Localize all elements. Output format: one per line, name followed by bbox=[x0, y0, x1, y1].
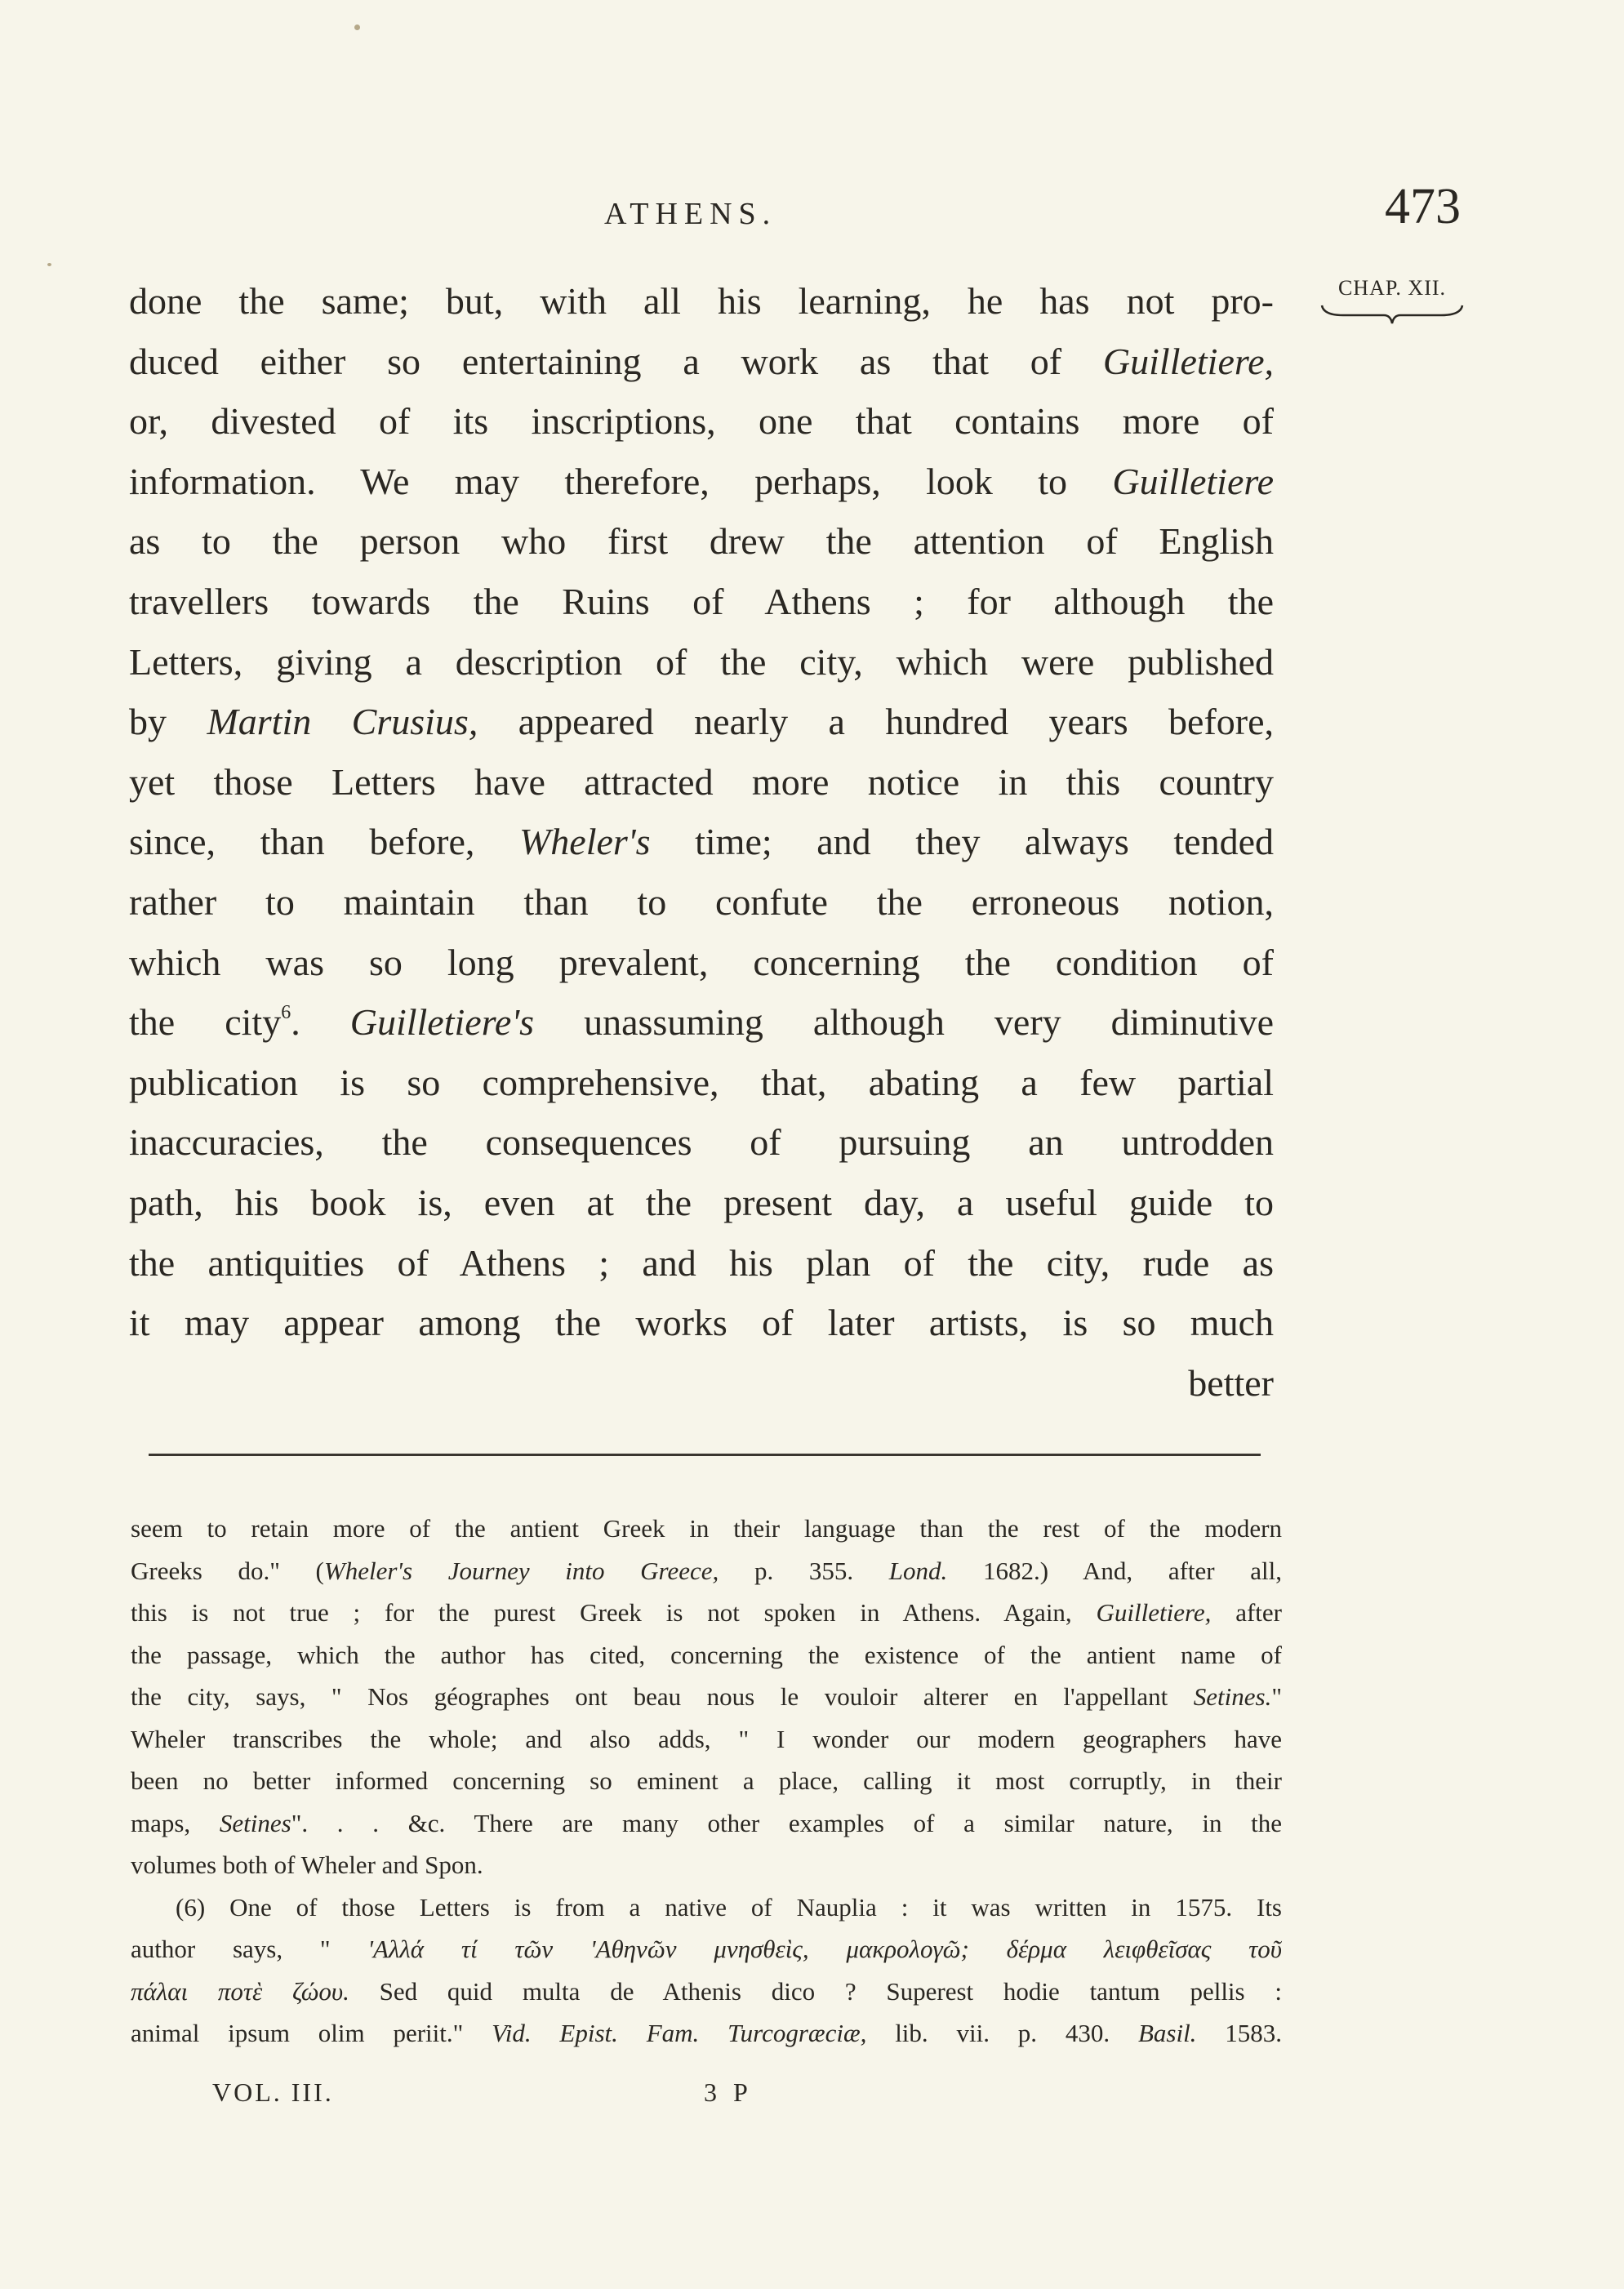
text-run: Guilletiere, bbox=[1102, 340, 1274, 382]
text-run: p. 355. bbox=[719, 1556, 889, 1585]
text-line bbox=[129, 812, 1274, 872]
text-run: Wheler's bbox=[518, 821, 651, 863]
main-text bbox=[129, 271, 1274, 1413]
text-run: appeared nearly a hundred years before, bbox=[478, 701, 1275, 743]
text-run: Sed quid multa de Athenis dico ? Superest hodie tantum pellis : bbox=[349, 1976, 1282, 2006]
text-run: which was so long prevalent, concerning the condition of bbox=[129, 941, 1274, 983]
text-run: the city, says, " Nos géographes ont beau nous le vouloir alterer en l'appellant bbox=[131, 1682, 1194, 1711]
footnote-6 bbox=[131, 1886, 1282, 2055]
text-line bbox=[129, 1173, 1274, 1233]
text-run: after bbox=[1211, 1598, 1282, 1627]
text-run: Martin Crusius, bbox=[207, 701, 478, 743]
text-run: Guilletiere, bbox=[1096, 1598, 1212, 1627]
text-run: Vid. Epist. Fam. Turcogræciæ, bbox=[492, 2019, 867, 2047]
text-run: path, his book is, even at the present day, a useful guide to bbox=[129, 1181, 1274, 1223]
text-run: Setines bbox=[219, 1808, 291, 1837]
volume-signature: VOL. III. bbox=[212, 2077, 334, 2107]
text-line bbox=[129, 933, 1274, 993]
text-run: maps, bbox=[131, 1808, 220, 1837]
chapter-label: CHAP. XII. bbox=[1337, 276, 1447, 300]
text-run: lib. vii. p. 430. bbox=[866, 2019, 1138, 2047]
text-run: Greeks do." ( bbox=[131, 1556, 324, 1585]
footnote-line bbox=[131, 1802, 1282, 1845]
catchword: better bbox=[1188, 1361, 1274, 1404]
text-run: 'Αλλά τί τῶν 'Αθηνῶν μνησθεὶς, μακρολογῶ; δέρμα λειφθεῖσας τοῦ bbox=[367, 1935, 1282, 1963]
text-run: as to the person who first drew the attention of English bbox=[129, 520, 1274, 563]
text-run: the city bbox=[129, 1001, 282, 1044]
text-line bbox=[129, 511, 1274, 572]
footnote-5 bbox=[131, 1507, 1282, 1886]
text-line bbox=[129, 632, 1274, 692]
text-line bbox=[129, 332, 1274, 392]
footnote-line bbox=[131, 1844, 1282, 1886]
text-run: author says, " bbox=[131, 1935, 368, 1963]
text-run: the passage, which the author has cited, concerning the existence of the antient name of bbox=[131, 1640, 1282, 1669]
text-line bbox=[129, 391, 1274, 452]
text-run: Basil. bbox=[1137, 2019, 1197, 2047]
text-run: publication is so comprehensive, that, abating a few partial bbox=[129, 1061, 1274, 1103]
text-run: the antiquities of Athens ; and his plan of the city, rude as bbox=[129, 1241, 1274, 1284]
text-line bbox=[129, 271, 1274, 332]
text-run: information. We may therefore, perhaps, look to bbox=[129, 460, 1113, 502]
text-run: been no better informed concerning so eminent a place, calling it most corruptly, in their bbox=[131, 1766, 1282, 1795]
text-run: 1583. bbox=[1196, 2019, 1283, 2047]
text-run: Lond. bbox=[888, 1556, 948, 1585]
text-run: this is not true ; for the purest Greek is not spoken in Athens. Again, bbox=[131, 1598, 1097, 1627]
text-run: Guilletiere's bbox=[349, 1001, 535, 1044]
text-run: seem to retain more of the antient Greek in their language than the rest of the modern bbox=[131, 1514, 1282, 1543]
text-run: Wheler transcribes the whole; and also adds, " I wonder our modern geographers have bbox=[131, 1724, 1282, 1753]
text-run: inaccuracies, the consequences of pursuing an untrodden bbox=[129, 1121, 1274, 1164]
footnote-line bbox=[131, 1971, 1282, 2013]
text-run: since, than before, bbox=[129, 821, 519, 863]
footnote-line bbox=[131, 1634, 1282, 1677]
printer-signature-mark: 3 P bbox=[704, 2077, 753, 2107]
text-line bbox=[129, 452, 1274, 512]
text-line bbox=[129, 992, 1274, 1053]
text-run: time; and they always tended bbox=[650, 821, 1274, 863]
text-run: (6) One of those Letters is from a native of Nauplia : it was written in 1575. Its bbox=[176, 1892, 1282, 1922]
text-run: travellers towards the Ruins of Athens ; for although the bbox=[129, 580, 1274, 622]
text-run: Letters, giving a description of the city, which were published bbox=[129, 640, 1274, 683]
text-run: by bbox=[129, 701, 207, 743]
paper-speck bbox=[47, 263, 51, 266]
text-run: animal ipsum olim periit." bbox=[131, 2019, 492, 2047]
text-line bbox=[129, 1293, 1274, 1353]
footnote-line bbox=[131, 1507, 1282, 1550]
text-run: Guilletiere bbox=[1112, 460, 1274, 502]
text-line bbox=[129, 692, 1274, 752]
footnote-line bbox=[131, 1550, 1282, 1592]
footnote-line bbox=[131, 1718, 1282, 1761]
footnote-line bbox=[131, 1886, 1282, 1929]
text-run: πάλαι ποτὲ ζώου. bbox=[131, 1976, 349, 2006]
text-run: . bbox=[291, 1001, 350, 1044]
page-number: 473 bbox=[1385, 179, 1461, 234]
text-run: or, divested of its inscriptions, one that contains more of bbox=[129, 400, 1274, 443]
footnotes bbox=[131, 1507, 1282, 2055]
text-line bbox=[129, 1112, 1274, 1173]
text-run: it may appear among the works of later artists, is so much bbox=[129, 1302, 1274, 1344]
text-line bbox=[129, 572, 1274, 632]
running-title: ATHENS. bbox=[604, 197, 777, 231]
text-run: duced either so entertaining a work as that of bbox=[129, 340, 1103, 382]
text-run: done the same; but, with all his learning, he has not pro- bbox=[129, 280, 1274, 322]
text-run: 6 bbox=[281, 1002, 291, 1024]
footnote-line bbox=[131, 1676, 1282, 1718]
text-line bbox=[129, 1233, 1274, 1294]
footnote-line bbox=[131, 2012, 1282, 2055]
footnote-rule bbox=[149, 1454, 1261, 1456]
text-run: rather to maintain than to confute the erroneous notion, bbox=[129, 880, 1274, 923]
text-line bbox=[129, 1053, 1274, 1113]
chapter-marginal-note bbox=[1315, 276, 1470, 325]
brace-icon bbox=[1319, 304, 1466, 325]
text-run: unassuming although very diminutive bbox=[534, 1001, 1274, 1044]
text-run: Wheler's Journey into Greece, bbox=[323, 1556, 719, 1585]
text-run: Setines. bbox=[1193, 1682, 1272, 1711]
footnote-line bbox=[131, 1592, 1282, 1634]
footnote-line bbox=[131, 1928, 1282, 1971]
text-run: 1682.) And, after all, bbox=[947, 1556, 1283, 1585]
text-run: yet those Letters have attracted more notice in this country bbox=[129, 760, 1274, 803]
text-line bbox=[129, 872, 1274, 933]
text-run: ". . . &c. There are many other examples of a similar nature, in the bbox=[291, 1808, 1283, 1837]
footnote-line bbox=[131, 1760, 1282, 1802]
text-run: " bbox=[1271, 1682, 1282, 1711]
text-line bbox=[129, 752, 1274, 813]
text-run: volumes both of Wheler and Spon. bbox=[131, 1850, 483, 1879]
paper-speck bbox=[354, 24, 360, 30]
